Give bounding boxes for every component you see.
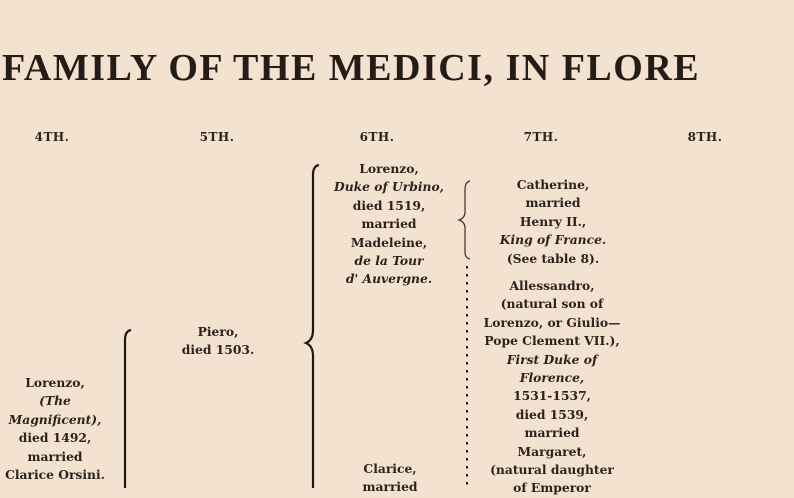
bracket-lorenzo-children — [125, 330, 131, 488]
person-line: died 1503. — [181, 342, 255, 358]
person-line: Henry II., — [519, 213, 587, 229]
person-line: Duke of Urbino, — [334, 179, 444, 195]
generation-header-5th: 5TH. — [199, 130, 235, 144]
person-line: died 1519, — [352, 197, 426, 213]
person-line: Catherine, — [516, 177, 590, 192]
person-line: Allessandro, — [509, 278, 595, 293]
person-line: died 1539, — [515, 406, 589, 422]
person-line: Pope Clement VII.), — [484, 333, 620, 349]
generation-header-6th: 6TH. — [359, 130, 395, 144]
person-line: Lorenzo, or Giulio— — [483, 314, 621, 330]
brace-lorenzo-urbino-children — [459, 181, 470, 259]
person-line: Lorenzo, — [359, 161, 419, 176]
person-line: of Emperor — [513, 480, 591, 496]
person-line: Madeleine, — [350, 234, 428, 250]
person-line: Margaret, — [517, 443, 587, 459]
person-line: married — [361, 216, 417, 232]
person-line: Lorenzo, — [25, 375, 85, 390]
person-line: (natural daughter — [490, 462, 614, 478]
person-line: Clarice, — [363, 461, 417, 476]
person-line: died 1492, — [18, 430, 92, 446]
person-line: married — [524, 425, 580, 441]
person-line: de la Tour — [354, 253, 424, 269]
person-line: married — [362, 479, 418, 495]
person-line: (The — [39, 393, 71, 409]
person-line: Florence, — [519, 370, 585, 386]
person-line: 1531-1537, — [513, 388, 591, 404]
generation-header-7th: 7TH. — [523, 130, 559, 144]
person-line: First Duke of — [506, 351, 598, 367]
generation-header-4th: 4TH. — [34, 130, 70, 144]
person-line: Clarice Orsini. — [5, 467, 105, 483]
person-line: (natural son of — [500, 296, 604, 312]
person-line: (See table 8). — [506, 250, 600, 266]
person-line: married — [27, 448, 83, 464]
generation-header-8th: 8TH. — [687, 130, 723, 144]
person-line: married — [525, 195, 581, 211]
brace-piero-children — [306, 165, 319, 488]
page-title: FAMILY OF THE MEDICI, IN FLORE — [2, 47, 701, 89]
person-line: d' Auvergne. — [345, 271, 433, 287]
person-line: Piero, — [197, 324, 239, 339]
person-line: Magnificent), — [8, 411, 102, 427]
person-line: King of France. — [499, 232, 607, 248]
